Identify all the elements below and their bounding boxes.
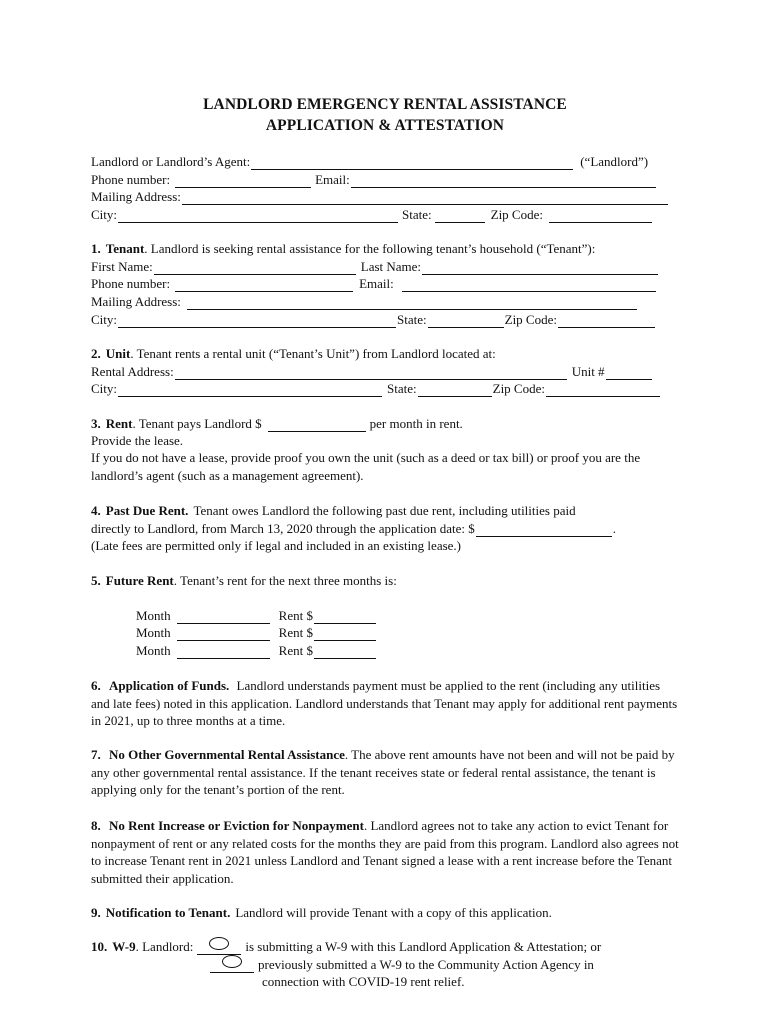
- tenant-mailing-field[interactable]: [187, 296, 637, 310]
- application-funds-number: 6.: [91, 678, 101, 693]
- rent-text-a: . Tenant pays Landlord $: [132, 416, 262, 431]
- application-funds-text: Landlord understands payment must be applied to the rent (including any utilities and late fees) noted in this application. Landlord understands that Tenant may apply for additional rent payments in 2021, up to three months at a time.: [91, 678, 678, 728]
- landlord-agent-row: [91, 153, 674, 170]
- past-due-text-a: Tenant owes Landlord the following past due rent, including utilities paid: [193, 503, 576, 518]
- tenant-first-name-field[interactable]: [154, 261, 356, 275]
- unit-state-field[interactable]: [418, 383, 492, 397]
- tenant-heading-row: [91, 240, 674, 257]
- tenant-city-label: City:: [91, 312, 118, 327]
- rent-amount-field[interactable]: [268, 418, 366, 432]
- notification-text: Landlord will provide Tenant with a copy of this application.: [235, 905, 552, 920]
- no-other-assistance-number: 7.: [91, 747, 101, 762]
- future-rent-field[interactable]: [314, 627, 376, 641]
- landlord-zip-label: Zip Code:: [490, 207, 543, 222]
- past-due-amount-field[interactable]: [476, 523, 612, 537]
- future-rent-label: Rent $: [278, 625, 313, 640]
- future-rent-number: 5.: [91, 573, 101, 588]
- tenant-zip-label: Zip Code:: [504, 312, 557, 327]
- page-title: LANDLORD EMERGENCY RENTAL ASSISTANCE: [203, 96, 567, 113]
- future-rent-row: [136, 607, 674, 624]
- tenant-name-row: [91, 258, 674, 275]
- tenant-phone-label: Phone number:: [91, 276, 171, 291]
- unit-city-label: City:: [91, 381, 118, 396]
- tenant-heading: Tenant: [105, 241, 145, 256]
- future-month-label: Month: [136, 608, 171, 623]
- future-rent-row: [136, 642, 674, 659]
- past-due-late-fees: (Late fees are permitted only if legal and included in an existing lease.): [91, 538, 461, 553]
- w9-option1-radio-wrap[interactable]: [197, 936, 241, 955]
- application-funds-section: [91, 677, 681, 730]
- notification-heading: Notification to Tenant.: [105, 905, 231, 920]
- page-subtitle: APPLICATION & ATTESTATION: [265, 117, 505, 134]
- no-other-assistance-text: . The above rent amounts have not been and will not be paid by any other governmental rental assistance. If the tenant receives state or federal rental assistance, the tenant is applying only for the tenant’s portion of the rent.: [91, 747, 675, 797]
- application-funds-heading: Application of Funds.: [109, 678, 230, 693]
- tenant-first-name-label: First Name:: [91, 259, 153, 274]
- rent-heading: Rent: [105, 416, 133, 431]
- landlord-email-label: Email:: [315, 172, 350, 187]
- unit-city-row: [91, 380, 674, 397]
- landlord-city-label: City:: [91, 207, 118, 222]
- landlord-agent-suffix: (“Landlord”): [580, 154, 649, 169]
- tenant-intro: . Landlord is seeking rental assistance for the following tenant’s household (“Tenant”):: [144, 241, 596, 256]
- w9-option1-text: is submitting a W-9 with this Landlord Application & Attestation; or: [245, 939, 602, 954]
- future-month-label: Month: [136, 643, 171, 658]
- landlord-phone-field[interactable]: [175, 174, 311, 188]
- rental-address-field[interactable]: [175, 366, 567, 380]
- tenant-mailing-row: [91, 293, 674, 310]
- landlord-email-field[interactable]: [351, 174, 656, 188]
- future-rent-field[interactable]: [314, 645, 376, 659]
- unit-intro: . Tenant rents a rental unit (“Tenant’s Unit”) from Landlord located at:: [130, 346, 496, 361]
- tenant-state-label: State:: [397, 312, 427, 327]
- w9-option2-radio-wrap[interactable]: [210, 954, 254, 973]
- tenant-zip-field[interactable]: [558, 314, 655, 328]
- future-month-label: Month: [136, 625, 171, 640]
- rent-number: 3.: [91, 416, 101, 431]
- no-rent-increase-heading: No Rent Increase or Eviction for Nonpayment: [109, 818, 364, 833]
- w9-option2-continued: connection with COVID-19 rent relief.: [262, 974, 465, 989]
- w9-number: 10.: [91, 939, 108, 954]
- future-rent-row: [136, 624, 674, 641]
- future-month-field[interactable]: [177, 627, 270, 641]
- tenant-mailing-label: Mailing Address:: [91, 294, 181, 309]
- unit-no-label: Unit #: [571, 364, 605, 379]
- w9-option2-text: previously submitted a W-9 to the Community Action Agency in: [258, 957, 594, 972]
- past-due-heading: Past Due Rent.: [105, 503, 189, 518]
- landlord-state-field[interactable]: [435, 209, 485, 223]
- w9-row-2: [210, 956, 674, 973]
- tenant-phone-row: [91, 275, 674, 292]
- tenant-last-name-label: Last Name:: [360, 259, 422, 274]
- landlord-city-field[interactable]: [118, 209, 398, 223]
- landlord-phone-row: [91, 171, 674, 188]
- landlord-mailing-row: [91, 188, 674, 205]
- landlord-agent-label: Landlord or Landlord’s Agent:: [91, 154, 251, 169]
- rent-heading-row: [91, 415, 674, 432]
- no-rent-increase-text: . Landlord agrees not to take any action to evict Tenant for nonpayment of rent or any related costs for the months they are paid from this program. Landlord also agrees not to increase Tenant rent in 2021 unless Landlord and Tenant signed a lease with a rent increase before the Tenant submitted their application.: [91, 818, 679, 886]
- unit-heading: Unit: [105, 346, 131, 361]
- past-due-heading-row: [91, 502, 674, 519]
- unit-zip-field[interactable]: [546, 383, 660, 397]
- w9-heading: W-9: [112, 939, 136, 954]
- future-rent-heading-row: [91, 572, 674, 589]
- w9-row-1: [91, 938, 674, 955]
- future-rent-heading: Future Rent: [105, 573, 174, 588]
- landlord-mailing-field[interactable]: [182, 191, 668, 205]
- rent-no-lease-text: If you do not have a lease, provide proof you own the unit (such as a deed or tax bill) or proof you are the landlord’s agent (such as a management agreement).: [91, 450, 641, 483]
- tenant-city-field[interactable]: [118, 314, 396, 328]
- no-rent-increase-number: 8.: [91, 818, 101, 833]
- unit-number: 2.: [91, 346, 101, 361]
- future-month-field[interactable]: [177, 645, 270, 659]
- unit-zip-label: Zip Code:: [492, 381, 545, 396]
- landlord-phone-label: Phone number:: [91, 172, 171, 187]
- no-other-assistance-heading: No Other Governmental Rental Assistance: [109, 747, 345, 762]
- past-due-number: 4.: [91, 503, 101, 518]
- no-rent-increase-section: [91, 817, 681, 887]
- future-rent-label: Rent $: [278, 643, 313, 658]
- past-due-text-b: directly to Landlord, from March 13, 2020 through the application date: $: [91, 521, 475, 536]
- no-other-assistance-section: [91, 746, 681, 799]
- notification-number: 9.: [91, 905, 101, 920]
- tenant-number: 1.: [91, 241, 101, 256]
- tenant-phone-field[interactable]: [175, 278, 353, 292]
- future-rent-field[interactable]: [314, 610, 376, 624]
- future-rent-label: Rent $: [278, 608, 313, 623]
- unit-heading-row: [91, 345, 674, 362]
- past-due-amount-row: [91, 520, 674, 537]
- rental-address-label: Rental Address:: [91, 364, 174, 379]
- tenant-state-field[interactable]: [428, 314, 504, 328]
- notification-row: [91, 904, 674, 921]
- unit-address-row: [91, 363, 674, 380]
- tenant-city-row: [91, 311, 674, 328]
- w9-landlord-label: . Landlord:: [135, 939, 194, 954]
- radio-button-icon[interactable]: [222, 955, 242, 968]
- past-due-text-b-end: .: [612, 521, 617, 536]
- radio-button-icon[interactable]: [209, 937, 229, 950]
- landlord-city-row: [91, 206, 674, 223]
- future-month-field[interactable]: [177, 610, 270, 624]
- future-rent-text: . Tenant’s rent for the next three months is:: [173, 573, 397, 588]
- unit-no-field[interactable]: [606, 366, 652, 380]
- landlord-zip-field[interactable]: [549, 209, 652, 223]
- unit-state-label: State:: [387, 381, 417, 396]
- unit-city-field[interactable]: [118, 383, 382, 397]
- landlord-mailing-label: Mailing Address:: [91, 189, 181, 204]
- rent-text-b: per month in rent.: [369, 416, 463, 431]
- tenant-email-field[interactable]: [402, 278, 656, 292]
- rent-provide-lease: Provide the lease.: [91, 433, 184, 448]
- landlord-state-label: State:: [402, 207, 432, 222]
- landlord-agent-field[interactable]: [251, 156, 573, 170]
- tenant-last-name-field[interactable]: [422, 261, 658, 275]
- tenant-email-label: Email:: [359, 276, 394, 291]
